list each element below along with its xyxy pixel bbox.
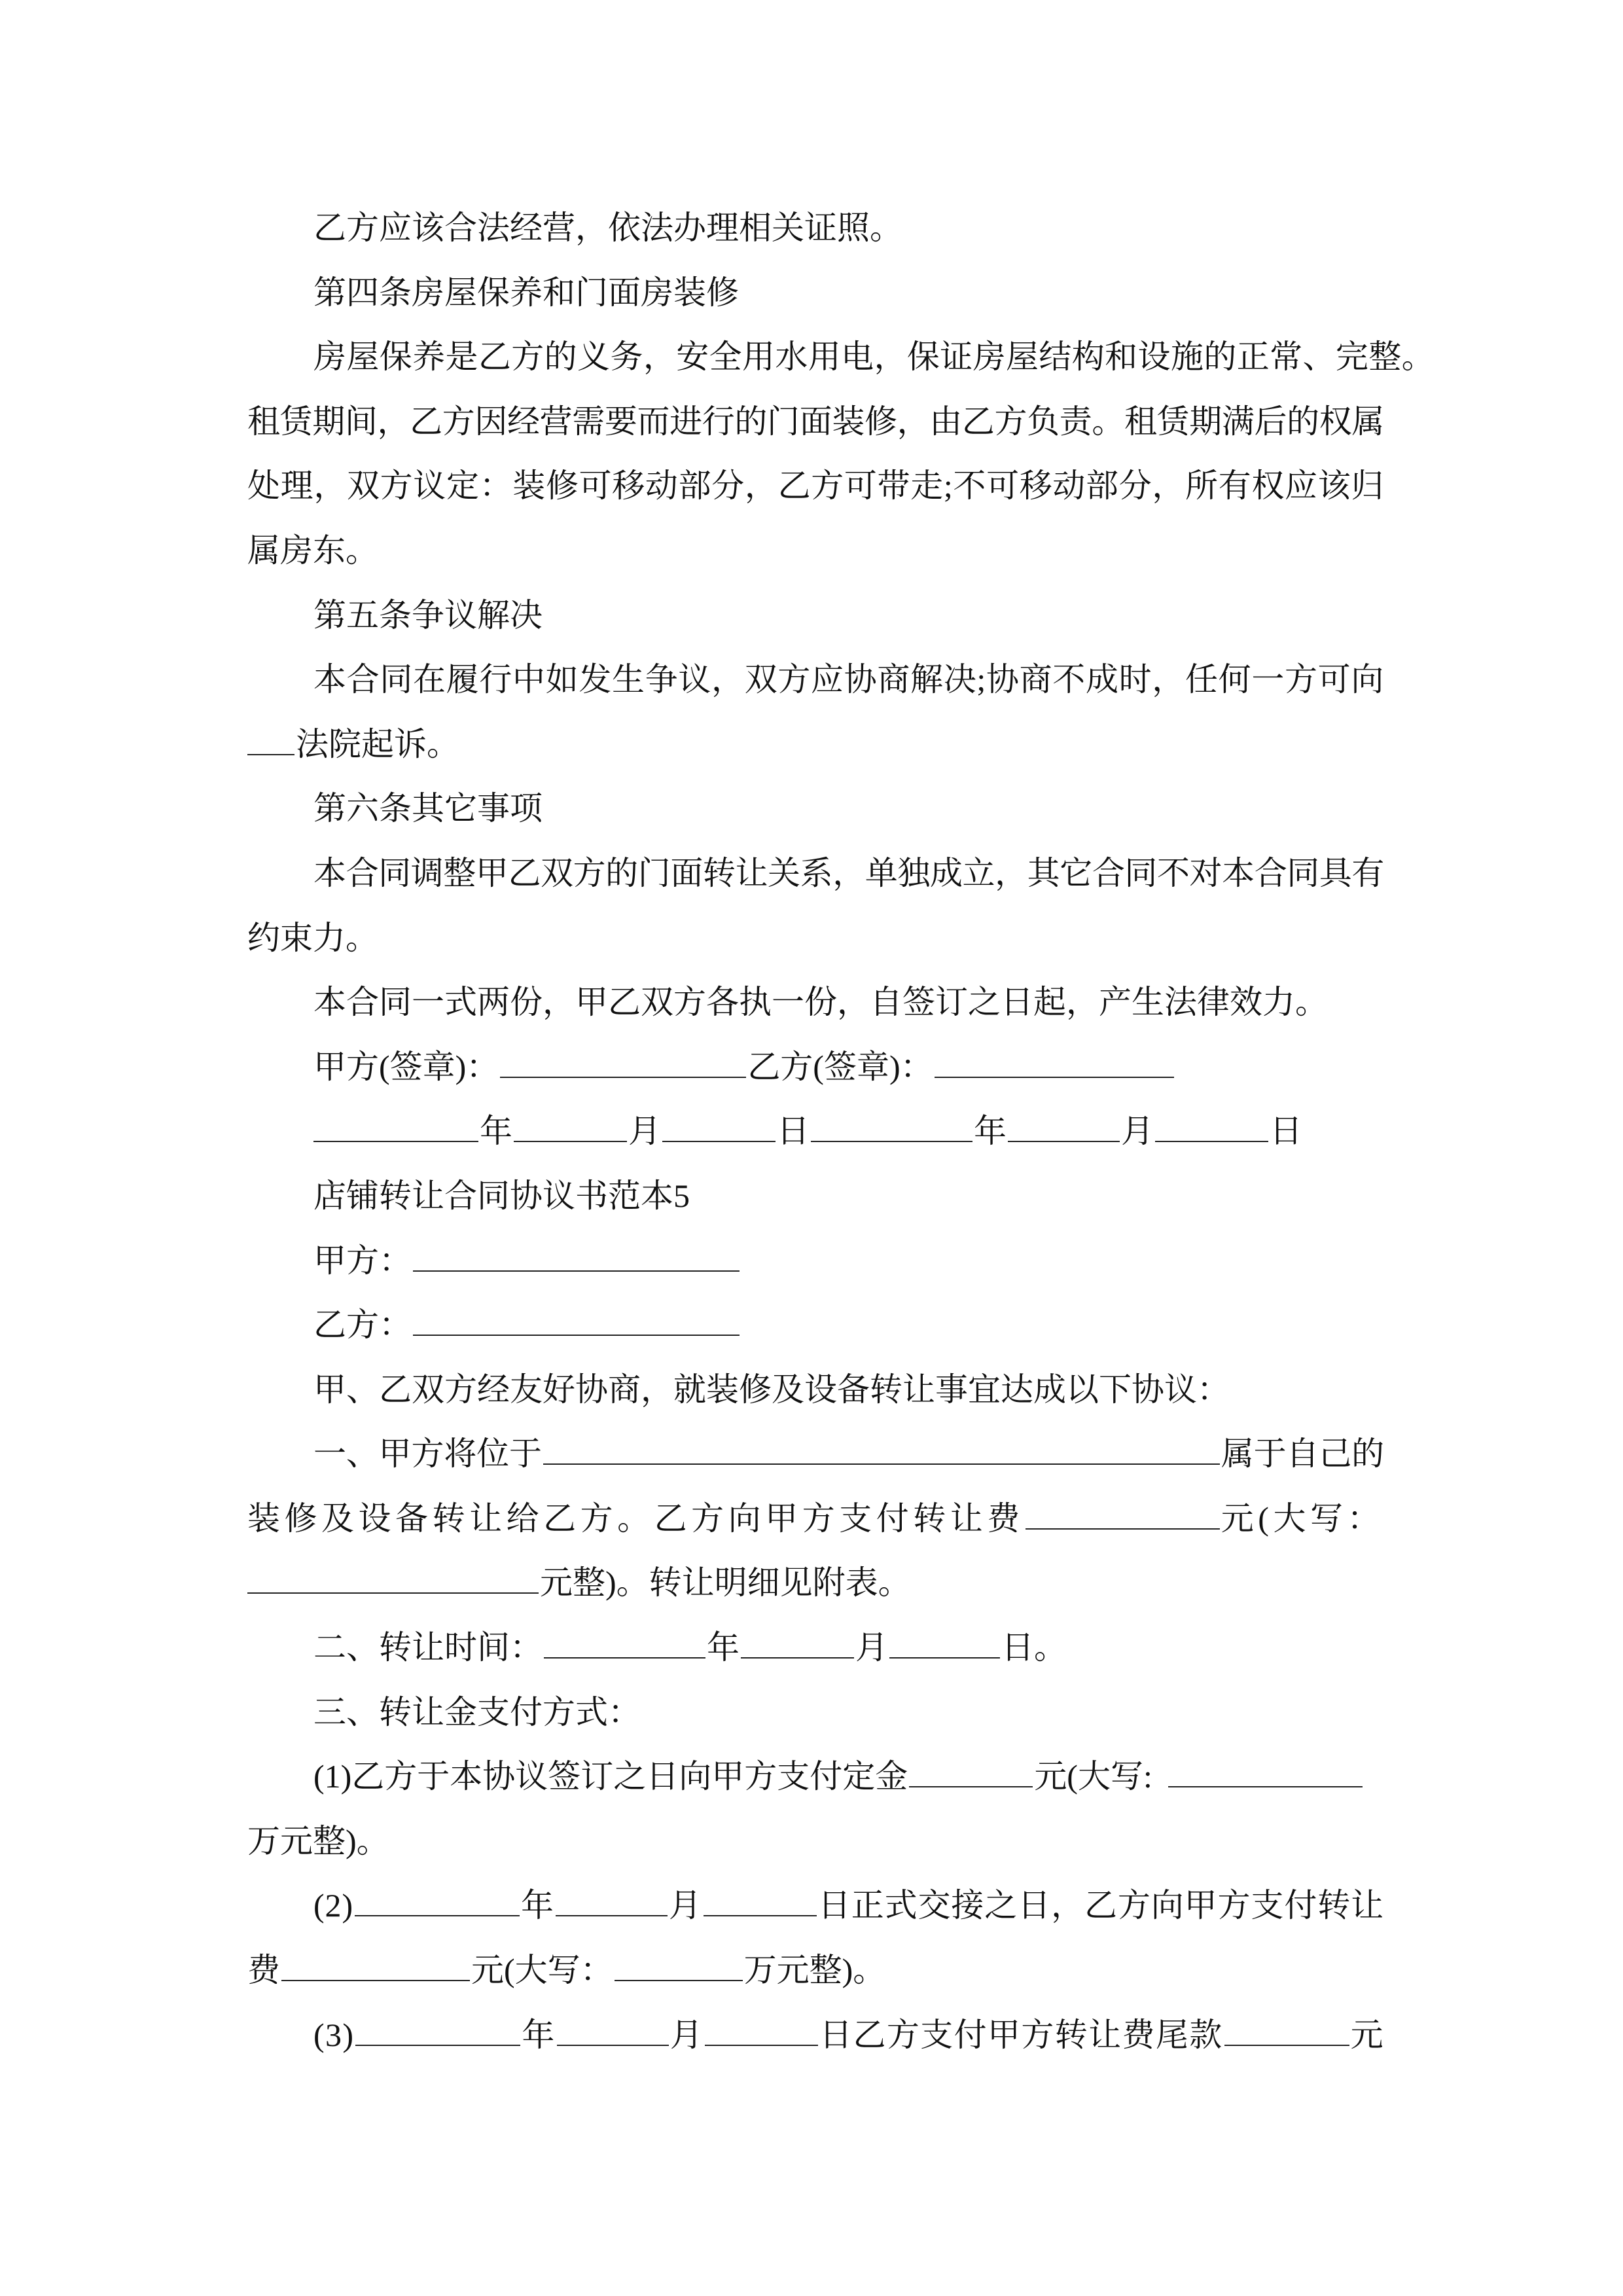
text: 乙方应该合法经营，依法办理相关证照。: [313, 209, 902, 246]
text: 年: [480, 1113, 512, 1150]
line-content: [313, 647, 1384, 712]
blank-year[interactable]: [544, 1657, 705, 1659]
blank-year[interactable]: [811, 1140, 972, 1142]
blank-fee[interactable]: [1026, 1528, 1220, 1530]
blank-transfer-fee-words[interactable]: [615, 1979, 743, 1981]
blank-year[interactable]: [355, 2044, 520, 2046]
line-content: [247, 1486, 1384, 1551]
blank-month[interactable]: [557, 2044, 669, 2046]
paragraph-line: [0, 1357, 1623, 1422]
text: 年: [521, 1887, 554, 1924]
blank-day[interactable]: [704, 1914, 817, 1916]
party-a-blank[interactable]: [413, 1270, 740, 1272]
text: 日。: [1001, 1629, 1067, 1666]
text: 元(大写：: [471, 1952, 613, 1989]
party-b-line: [0, 1293, 1623, 1357]
text: 租赁期间，乙方因经营需要而进行的门面装修，由乙方负责。租赁期满后的权属: [247, 403, 1384, 440]
text: 一、甲方将位于: [313, 1435, 542, 1473]
text: 元(大写：: [1221, 1499, 1384, 1537]
text: 日乙方支付甲方转让费尾款: [819, 2016, 1223, 2053]
paragraph-line: [0, 454, 1623, 518]
party-a-sign-blank[interactable]: [500, 1076, 746, 1078]
party-b-sign-label: 乙方(签章)：: [747, 1048, 933, 1085]
text: 本合同调整甲乙双方的门面转让关系，单独成立，其它合同不对本合同具有: [313, 854, 1384, 891]
blank-deposit-words[interactable]: [1168, 1785, 1363, 1787]
blank-day[interactable]: [662, 1140, 776, 1142]
text: 月: [668, 1887, 702, 1924]
party-a-line: [0, 1229, 1623, 1293]
blank-fee-words[interactable]: [247, 1592, 539, 1594]
text: 元(大写:: [1034, 1758, 1152, 1795]
text: (1)乙方于本协议签订之日向甲方支付定金: [313, 1758, 908, 1795]
paragraph-line: [0, 196, 1623, 260]
paragraph-line: [0, 518, 1623, 583]
paragraph-line: [0, 1680, 1623, 1745]
text: 年: [707, 1629, 740, 1666]
text: 年: [522, 2016, 556, 2053]
blank-court[interactable]: [247, 753, 294, 755]
text: 第四条房屋保养和门面房装修: [313, 274, 739, 311]
text: 万元整)。: [247, 1822, 389, 1859]
paragraph-line: [0, 389, 1623, 454]
blank-month[interactable]: [514, 1140, 627, 1142]
text: 装修及设备转让给乙方。乙方向甲方支付转让费: [247, 1499, 1024, 1537]
document-page: [0, 196, 1623, 2067]
text: 日: [777, 1113, 810, 1150]
text: 月: [855, 1629, 888, 1666]
document-title: [0, 1164, 1623, 1229]
text: 第五条争议解决: [313, 596, 543, 634]
text: 元整)。转让明细见附表。: [540, 1564, 911, 1602]
party-b-sign-blank[interactable]: [935, 1076, 1174, 1078]
paragraph-line: [0, 1422, 1623, 1486]
line-content: [247, 454, 1384, 518]
blank-month[interactable]: [1008, 1140, 1120, 1142]
paragraph-line: [0, 1744, 1623, 1809]
blank-month[interactable]: [741, 1657, 854, 1659]
line-content: [313, 325, 1435, 389]
text: 店铺转让合同协议书范本5: [313, 1177, 690, 1214]
party-a-sign-label: 甲方(签章)：: [313, 1048, 499, 1085]
text: (3): [313, 2016, 355, 2053]
blank-location[interactable]: [543, 1463, 1220, 1465]
section-heading: [0, 260, 1623, 325]
signature-line: [0, 1035, 1623, 1100]
paragraph-line: [0, 1938, 1623, 2003]
text: (2): [313, 1887, 353, 1924]
text: 二、转让时间：: [313, 1629, 543, 1666]
text: 日: [1270, 1113, 1302, 1150]
paragraph-line: [0, 906, 1623, 971]
text: 法院起诉。: [296, 725, 459, 762]
party-b-blank[interactable]: [413, 1334, 740, 1336]
text: 房屋保养是乙方的义务，安全用水用电，保证房屋结构和设施的正常、完整。: [313, 338, 1435, 376]
blank-year[interactable]: [355, 1914, 520, 1916]
paragraph-line: [0, 1615, 1623, 1680]
text: 处理，双方议定：装修可移动部分，乙方可带走;不可移动部分，所有权应该归: [247, 467, 1384, 505]
paragraph-line: [0, 1809, 1623, 1874]
blank-month[interactable]: [556, 1914, 668, 1916]
text: 日正式交接之日，乙方向甲方支付转让: [817, 1887, 1385, 1924]
paragraph-line: [0, 2003, 1623, 2068]
text: 甲方：: [313, 1242, 412, 1279]
text: 本合同在履行中如发生争议，双方应协商解决;协商不成时，任何一方可向: [313, 661, 1384, 698]
section-heading: [0, 776, 1623, 841]
text: 属于自己的: [1221, 1435, 1385, 1473]
date-line: [0, 1099, 1623, 1164]
blank-day[interactable]: [705, 2044, 818, 2046]
paragraph-line: [0, 325, 1623, 389]
text: 月: [669, 2016, 704, 2053]
text: 月: [1121, 1113, 1154, 1150]
paragraph-line: [0, 970, 1623, 1035]
blank-deposit[interactable]: [909, 1785, 1033, 1787]
text: 年: [974, 1113, 1007, 1150]
text: 万元整)。: [743, 1952, 886, 1989]
text: 本合同一式两份，甲乙双方各执一份，自签订之日起，产生法律效力。: [313, 984, 1328, 1021]
text: 约束力。: [247, 919, 378, 956]
text: 费: [247, 1952, 280, 1989]
text: 甲、乙双方经友好协商，就装修及设备转让事宜达成以下协议：: [313, 1371, 1230, 1408]
section-heading: [0, 583, 1623, 648]
line-content: [313, 841, 1384, 906]
text: 属房东。: [247, 531, 378, 569]
paragraph-line: [0, 1551, 1623, 1615]
blank-day[interactable]: [889, 1657, 1000, 1659]
text: 三、转让金支付方式：: [313, 1693, 641, 1731]
text: 月: [628, 1113, 661, 1150]
line-content: [313, 1422, 1384, 1486]
text: 第六条其它事项: [313, 790, 543, 827]
paragraph-line: [0, 1873, 1623, 1938]
line-content: [313, 2003, 1384, 2068]
blank-day[interactable]: [1155, 1140, 1268, 1142]
paragraph-line: [0, 841, 1623, 906]
paragraph-line: [0, 712, 1623, 777]
line-content: [247, 389, 1384, 454]
paragraph-line: [0, 647, 1623, 712]
blank-transfer-fee[interactable]: [281, 1979, 470, 1981]
blank-year[interactable]: [313, 1140, 478, 1142]
line-content: [313, 1873, 1384, 1938]
blank-final-payment[interactable]: [1224, 2044, 1349, 2046]
text: 元: [1350, 2016, 1385, 2053]
paragraph-line: [0, 1486, 1623, 1551]
text: 乙方：: [313, 1306, 412, 1344]
